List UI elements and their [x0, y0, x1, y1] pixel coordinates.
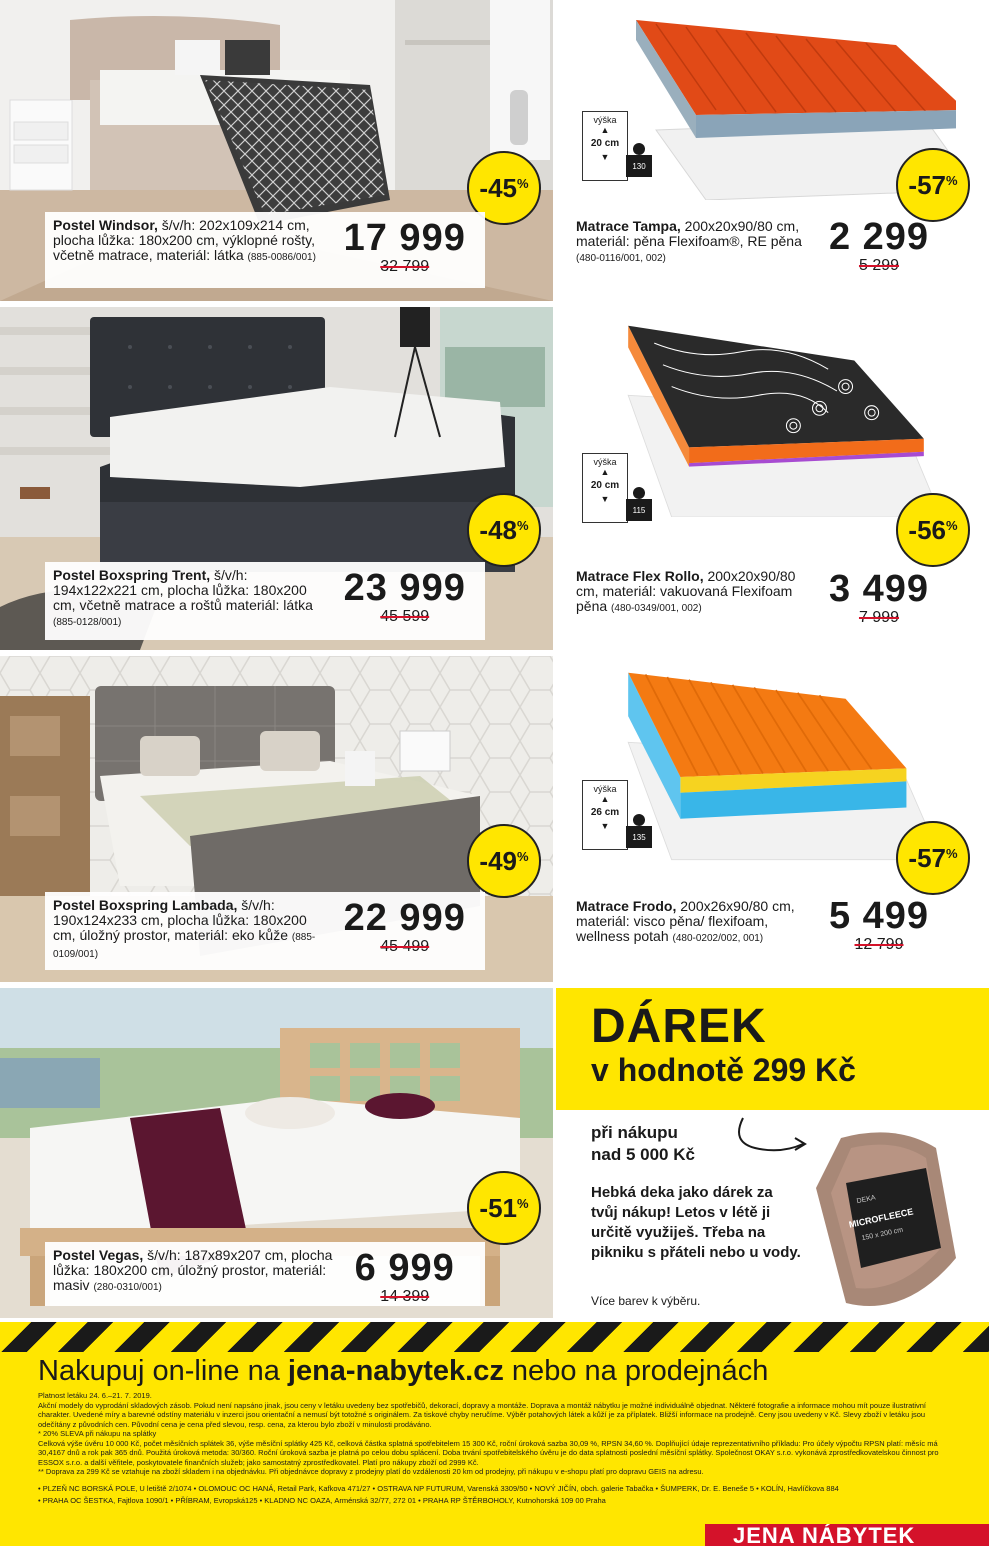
weight-icon — [624, 141, 654, 177]
product-specs: š/v/h: 202x109x214 cm, plocha lůžka: 180x200 cm, výklopné rošty, včetně matrace, materiál: látka — [53, 217, 315, 263]
height-label: výška — [593, 784, 617, 794]
fine-print — [38, 1391, 951, 1477]
price-block — [332, 1248, 477, 1306]
blanket-label: MICROFLEECE — [847, 1206, 915, 1230]
product-postel-trent[interactable] — [0, 307, 553, 650]
discount-badge — [896, 148, 970, 222]
discount-value: -51 — [479, 1192, 517, 1223]
product-info — [45, 562, 485, 640]
product-name: Postel Windsor, — [53, 217, 158, 233]
discount-badge — [467, 824, 541, 898]
discount-value: -49 — [479, 845, 517, 876]
price: 17 999 — [343, 217, 466, 259]
store-line-2: • PRAHA OC ŠESTKA, Fajtlova 1090/1 • PŘÍBRAM, Evropská125 • KLADNO NC OAZA, Arménská 32/77, 272 01 • PRAHA RP ŠTĚRBOHOLY, Kutnohorská 109 00 Praha — [38, 1495, 606, 1505]
discount-badge — [467, 1171, 541, 1245]
product-description — [576, 569, 816, 616]
store-line-1: • PLZEŇ NC BORSKÁ POLE, U letiště 2/1074 • OLOMOUC OC HANÁ, Retail Park, Kafkova 471/27 • OSTRAVA NP FUTURUM, Varenská 3309/50 • NOVÝ JIČÍN, obch. galerie Tabačka • ŠUMPERK, Dr. E. Beneše 5 • KOLÍN, Havlíčkova 884 — [38, 1483, 839, 1493]
weight-icon — [624, 812, 654, 848]
product-matrace-flex-rollo[interactable] — [556, 307, 989, 650]
old-price: 45 499 — [380, 938, 430, 955]
gift-condition — [591, 1122, 695, 1166]
product-info — [45, 212, 485, 288]
website-link[interactable]: jena-nabytek.cz — [287, 1355, 504, 1387]
online-shop-line — [38, 1354, 951, 1388]
product-code: (480-0116/001, 002) — [576, 253, 666, 264]
price-block — [332, 898, 477, 956]
gift-header — [556, 988, 989, 1110]
product-info — [45, 892, 485, 970]
height-label: výška — [593, 115, 617, 125]
product-postel-windsor[interactable] — [0, 0, 553, 301]
price: 5 499 — [828, 895, 930, 937]
product-specs: š/v/h: 194x122x221 cm, plocha lůžka: 180x200 cm, včetně matrace a roštů materiál: látka — [53, 567, 313, 613]
product-name: Matrace Tampa, — [576, 218, 681, 234]
height-value: 20 cm — [590, 480, 620, 491]
height-value: 20 cm — [590, 138, 620, 149]
old-price: 5 299 — [858, 257, 900, 274]
product-name: Postel Boxspring Trent, — [53, 567, 211, 583]
credit-text: Celková výše úvěru 10 000 Kč, počet měsíčních splátek 36, výše měsíční splátky 425 Kč, celková částka splatná spotřebitelem 15 300 Kč, roční úroková sazba 30,09 %, RPSN 34,60 %. Doplňující údaje reprezentativního příkladu: Pro účely výpočtu RPSN platí: měsíc má 30,4167 dnů a rok pak 365 dnů. Použitá úroková metoda: 30/360. Roční úroková sazba je platná po celou dobu splácení. Doba trvání spotřebitelského úvěru je do data splatnosti poslední měsíční splátky. Společnost OKAY s.r.o. vykonává zprostředkovatelskou činnost pro ESSOX s.r.o. a další věřitele, poskytovatele finančních služeb; jako samostatný zprostředkovatel. Platí pro nákupy zboží od 2999 Kč. — [38, 1438, 939, 1467]
price-block — [809, 569, 949, 627]
arrow-down-icon: ▼ — [600, 821, 610, 831]
price-block — [332, 568, 477, 626]
product-code: (885-0086/001) — [247, 252, 316, 263]
arrow-up-icon: ▲ — [600, 125, 610, 135]
discount-value: -45 — [479, 172, 517, 203]
product-description — [53, 1248, 332, 1295]
product-specs: 200x20x90/80 cm, materiál: pěna Flexifoam®, RE pěna — [576, 218, 802, 249]
note-discount: * 20% SLEVA při nákupu na splátky — [38, 1429, 157, 1438]
product-name: Postel Boxspring Lambada, — [53, 897, 238, 913]
footer — [0, 1352, 989, 1546]
product-specs: 200x20x90/80 cm, materiál: vakuovaná Flexifoam pěna — [576, 568, 796, 614]
product-info — [45, 1242, 485, 1306]
online-suffix: nebo na prodejnách — [503, 1355, 769, 1387]
gift-title: DÁREK — [591, 1000, 767, 1053]
discount-value: -57 — [908, 169, 946, 200]
price-block — [332, 218, 477, 276]
jena-logo — [705, 1524, 989, 1546]
price: 3 499 — [828, 568, 930, 610]
old-price: 12 799 — [854, 936, 904, 953]
discount-percent: % — [517, 517, 529, 533]
discount-value: -57 — [908, 842, 946, 873]
product-postel-lambada[interactable] — [0, 656, 553, 982]
weight-value: 130 — [632, 162, 646, 171]
price: 6 999 — [354, 1247, 455, 1289]
discount-value: -48 — [479, 514, 517, 545]
height-value: 26 cm — [590, 807, 620, 818]
weight-value: 135 — [632, 833, 646, 842]
old-price: 7 999 — [858, 609, 900, 626]
price-block — [809, 217, 949, 275]
product-description — [576, 899, 816, 946]
product-specs: š/v/h: 187x89x207 cm, plocha lůžka: 180x200 cm, úložný prostor, materiál: masiv — [53, 1247, 333, 1293]
gift-condition-line-2: nad 5 000 Kč — [591, 1145, 695, 1164]
height-indicator — [582, 111, 628, 181]
gift-more-colors: Více barev k výběru. — [591, 1294, 701, 1308]
validity-text: Platnost letáku 24. 6.–21. 7. 2019. — [38, 1391, 152, 1400]
blanket-brand: DEKA — [856, 1194, 877, 1206]
discount-percent: % — [946, 517, 958, 533]
weight-icon — [624, 485, 654, 521]
price: 22 999 — [343, 897, 466, 939]
discount-badge — [896, 821, 970, 895]
store-list — [38, 1483, 951, 1507]
old-price: 32 799 — [380, 258, 430, 275]
gift-subtitle: v hodnotě 299 Kč — [591, 1052, 856, 1088]
product-code: (885-0128/001) — [53, 617, 122, 628]
discount-badge — [896, 493, 970, 567]
product-matrace-frodo[interactable] — [556, 656, 989, 982]
discount-value: -56 — [908, 514, 946, 545]
height-label: výška — [593, 457, 617, 467]
hazard-stripe — [0, 1322, 989, 1352]
curved-arrow-icon — [731, 1114, 811, 1164]
product-code: (280-0310/001) — [93, 1282, 162, 1293]
logo-text: JENA NÁBYTEK — [733, 1524, 916, 1546]
product-specs: 200x26x90/80 cm, materiál: visco pěna/ flexifoam, wellness potah — [576, 898, 795, 944]
old-price: 14 399 — [380, 1288, 430, 1305]
discount-percent: % — [946, 845, 958, 861]
product-description — [53, 218, 332, 265]
old-price: 45 599 — [380, 608, 430, 625]
discount-percent: % — [946, 172, 958, 188]
discount-percent: % — [517, 175, 529, 191]
product-code: (885-0109/001) — [53, 932, 316, 960]
product-name: Matrace Flex Rollo, — [576, 568, 704, 584]
gift-condition-line-1: při nákupu — [591, 1123, 678, 1142]
product-description — [576, 219, 816, 266]
price: 23 999 — [343, 567, 466, 609]
product-matrace-tampa[interactable] — [556, 0, 989, 301]
discount-percent: % — [517, 848, 529, 864]
price-block — [809, 896, 949, 954]
product-description — [53, 568, 332, 630]
product-description — [53, 898, 332, 962]
blanket-image — [806, 1128, 966, 1313]
arrow-up-icon: ▲ — [600, 467, 610, 477]
product-code: (480-0202/002, 001) — [672, 933, 764, 944]
product-specs: š/v/h: 190x124x233 cm, plocha lůžka: 180x200 cm, úložný prostor, materiál: eko kůže — [53, 897, 307, 943]
height-indicator — [582, 453, 628, 523]
product-name: Matrace Frodo, — [576, 898, 677, 914]
product-name: Postel Vegas, — [53, 1247, 144, 1263]
height-indicator — [582, 780, 628, 850]
arrow-down-icon: ▼ — [600, 494, 610, 504]
arrow-down-icon: ▼ — [600, 152, 610, 162]
note-delivery: ** Doprava za 299 Kč se vztahuje na zboží skladem i na objednávku. Při objednávce dopravy z prodejny platí do vzdálenosti 20 km od prodejny, při nákupu v e-shopu platí pro dopravu GEIS na adresu. — [38, 1467, 704, 1476]
weight-value: 115 — [632, 506, 646, 515]
discount-percent: % — [517, 1195, 529, 1211]
product-postel-vegas[interactable] — [0, 988, 553, 1318]
gift-promo[interactable] — [556, 988, 989, 1318]
discount-badge — [467, 493, 541, 567]
terms-text: Akční modely do vyprodání skladových zásob. Pokud není napsáno jinak, jsou ceny v letáku uvedeny bez spotřebičů, dekorací, dopravy a montáže. Doprava a montáž nábytku je možné individuálně objednat. Některé fotografie a informace mohou mít pouze ilustrativní charakter. Uvedené míry a barevné odstíny materiálu v inzerci jsou orientační a nemusí být totožné s originálem. Za tiskové chyby neručíme. Výběr potahových látek a kůží je za příplatek. Bližší informace na prodejně. Ceny jsou uvedeny v Kč. Slevy zboží v letáku jsou odečítány z původních cen. Původní cena je cena před slevou, resp. cena, za kterou bylo zboží v minulosti prodáváno. — [38, 1400, 927, 1429]
product-code: (480-0349/001, 002) — [611, 603, 702, 614]
gift-description: Hebká deka jako dárek za tvůj nákup! Letos v létě ji určitě využiješ. Třeba na pikniku s přáteli nebo u vody. — [591, 1184, 801, 1261]
online-prefix: Nakupuj on-line na — [38, 1355, 288, 1387]
arrow-up-icon: ▲ — [600, 794, 610, 804]
blanket-size: 150 x 200 cm — [861, 1226, 904, 1243]
price: 2 299 — [828, 216, 930, 258]
